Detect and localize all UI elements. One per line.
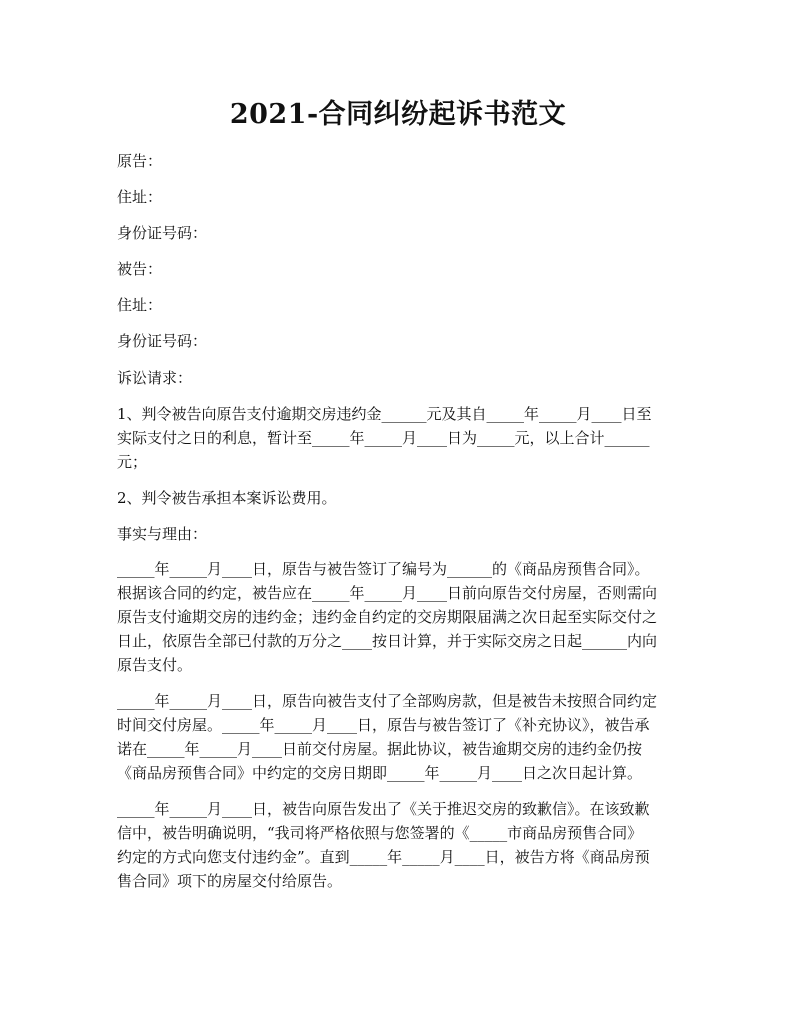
defendant-label: 被告：: [117, 260, 163, 278]
fact-1-line: _____年_____月____日，原告与被告签订了编号为______的《商品房预售合同》。: [117, 560, 650, 578]
defendant-address-label: 住址：: [117, 296, 163, 314]
fact-1-line: 日止，依原告全部已付款的万分之____按日计算，并于实际交房之日起______内向: [117, 632, 658, 650]
claim-1-paragraph: [117, 402, 680, 474]
fact-3-line: 约定的方式向您支付违约金”。直到_____年_____月____日，被告方将《商品房预: [117, 848, 650, 866]
fact-2-line: 诺在_____年_____月____日前交付房屋。据此协议，被告逾期交房的违约金仍按: [117, 740, 643, 758]
claim-1-line: 实际支付之日的利息，暂计至_____年_____月____日为_____元，以上合计______: [117, 429, 650, 447]
fact-2-paragraph: [117, 689, 680, 785]
claims-label: 诉讼请求：: [117, 369, 193, 387]
fact-1-line: 根据该合同的约定，被告应在_____年_____月____日前向原告交付房屋，否则需向: [117, 584, 658, 602]
plaintiff-address-label: 住址：: [117, 188, 163, 206]
fact-1-paragraph: [117, 557, 680, 677]
fact-2-line: 时间交付房屋。_____年_____月____日，原告与被告签订了《补充协议》，被告承: [117, 716, 650, 734]
fact-3-paragraph: [117, 797, 680, 893]
fact-1-line: 原告支付逾期交房的违约金；违约金自约定的交房期限届满之次日起至实际交付之: [117, 608, 658, 626]
claim-1-line: 元；: [117, 453, 148, 471]
plaintiff-id-label: 身份证号码：: [117, 224, 208, 242]
fact-3-line: _____年_____月____日，被告向原告发出了《关于推迟交房的致歉信》。在该致歉: [117, 800, 650, 818]
claim-2-paragraph: 2、判令被告承担本案诉讼费用。: [117, 489, 337, 507]
plaintiff-label: 原告：: [117, 152, 163, 170]
fact-3-line: 售合同》项下的房屋交付给原告。: [117, 872, 343, 890]
fact-3-line: 信中，被告明确说明，“我司将严格依照与您签署的《_____市商品房预售合同》: [117, 824, 643, 842]
page-title: 2021-合同纠纷起诉书范文: [229, 99, 567, 130]
facts-label: 事实与理由：: [117, 525, 208, 543]
fact-1-line: 原告支付。: [117, 656, 193, 674]
defendant-id-label: 身份证号码：: [117, 332, 208, 350]
claim-1-line: 1、判令被告向原告支付逾期交房违约金______元及其自_____年_____月____日至: [117, 405, 652, 423]
fact-2-line: 《商品房预售合同》中约定的交房日期即_____年_____月____日之次日起计算。: [117, 764, 643, 782]
fact-2-line: _____年_____月____日，原告向被告支付了全部购房款，但是被告未按照合同约定: [117, 692, 658, 710]
